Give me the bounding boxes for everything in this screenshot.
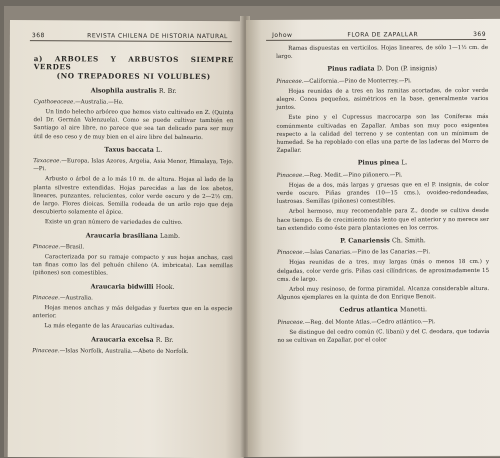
origin-text: .—Reg. del Monte Atlas.—Cedro atlántico.—Pi. bbox=[302, 318, 436, 326]
species-heading bbox=[277, 159, 489, 168]
description-paragraph: Ramas dispuestas en verticilos. Hojas lineares, de sólo 1—1½ cm. de largo. bbox=[276, 44, 489, 61]
book-spread bbox=[4, 6, 500, 457]
journal-title: REVISTA CHILENA DE HISTORIA NATURAL bbox=[87, 31, 228, 40]
family-name: Pinaceae bbox=[276, 78, 302, 85]
species-author: L. bbox=[401, 159, 408, 167]
species-author: D. Don (P. insignis) bbox=[376, 65, 438, 73]
species-name: Araucaria excelsa bbox=[91, 336, 154, 344]
species-name: P. Canariensis bbox=[340, 237, 390, 245]
right-page-text bbox=[246, 44, 500, 345]
description-paragraph: Arbol muy resinoso, de forma piramidal. Alcanza considerable altura. Algunos ejemplares en la quinta de don Enrique Benoit. bbox=[277, 286, 490, 302]
species-heading bbox=[34, 87, 234, 96]
family-name: Cyathoeaceae bbox=[33, 98, 74, 106]
family-name: Pinaceae bbox=[277, 319, 303, 326]
origin-text: .—California.—Pino de Monterrey.—Pi. bbox=[301, 77, 412, 85]
species-author: Ch. Smith. bbox=[391, 237, 426, 245]
right-page bbox=[246, 19, 500, 457]
origin-text: .—Reg. Medit.—Pino piñonero.—Pi. bbox=[302, 171, 403, 179]
header-rule-right bbox=[266, 39, 486, 41]
family-line bbox=[277, 171, 489, 180]
description-paragraph: Hojas reunidas de a tres en las ramitas acortadas, de color verde alegre. Conos pequeños, asimétricos en la base, generalmente varios juntos. bbox=[276, 87, 489, 112]
family-line bbox=[277, 318, 489, 327]
family-name: Pinaceae bbox=[32, 294, 59, 302]
species-name: Araucaria brasiliana bbox=[85, 232, 158, 240]
description-paragraph: Hojas menos anchas y más delgadas y fuertes que en la especie anterior. bbox=[32, 305, 233, 320]
origin-text: .—Brasil. bbox=[58, 244, 85, 251]
family-name: Pinaceae bbox=[32, 348, 58, 355]
species-author: R. Br. bbox=[158, 87, 177, 95]
species-author: Hook. bbox=[155, 283, 175, 291]
family-name: Pinaceae bbox=[276, 172, 303, 179]
species-author: R. Br. bbox=[155, 336, 174, 344]
species-name: Taxus baccata bbox=[104, 146, 154, 154]
species-name: Pinus pinea bbox=[357, 159, 400, 167]
description-paragraph: Caracterizada por su ramaje compacto y sus hojas anchas, casi tan finas como las del pehuén chileno (A. imbricata). Las semillas (piñones) son comestibles. bbox=[32, 254, 233, 277]
family-line bbox=[33, 157, 233, 174]
origin-text: .—Australia. bbox=[58, 295, 93, 302]
running-title: FLORA DE ZAPALLAR bbox=[347, 30, 419, 39]
running-author: Johow bbox=[272, 31, 293, 39]
family-line bbox=[276, 77, 488, 86]
description-paragraph: Hojas de a dos, más largas y gruesas que en el P. insignis, de color verde oscuro. Piñas grandes (10—15 cms.), ovoideo-redondeadas, lustrosas. Semillas (piñones) comestibles. bbox=[276, 181, 489, 206]
origin-text: .—Australia.—He. bbox=[73, 99, 124, 106]
family-line bbox=[32, 347, 232, 356]
origin-text: .—Islas Norfolk, Australia.—Abeto de Norfolk. bbox=[57, 348, 189, 355]
species-author: Lamb. bbox=[159, 232, 180, 240]
description-paragraph: Este pino y el Cupressus macrocarpa son las Coníferas más comúnmente cultivadas en Zapallar. Ambas son muy poco exigentes respecto a la calidad del terreno y se contentan con un mínimum de humedad. Se ha repoblado con ellas una parte de las laderas del Morro de Zapallar. bbox=[276, 114, 489, 155]
section-subtitle: (NO TREPADORES NI VOLUBLES) bbox=[56, 71, 211, 82]
page-number-left: 368 bbox=[31, 31, 45, 39]
species-name: Pinus radiata bbox=[327, 65, 375, 74]
left-page-text bbox=[8, 55, 246, 356]
species-heading bbox=[33, 283, 233, 292]
origin-text: .—Islas Canarias.—Pino de las Canarias.—Pi. bbox=[302, 249, 431, 257]
species-name: Araucaria bidwilli bbox=[90, 283, 154, 291]
species-heading bbox=[277, 306, 489, 315]
description-paragraph: Se distingue del cedro común (C. libani) y del C. deodara, que todavía no se cultivan en Zapallar, por el color bbox=[277, 328, 490, 344]
family-name: Taxaceae bbox=[33, 158, 60, 165]
page-number-right: 369 bbox=[473, 30, 487, 38]
species-heading bbox=[276, 65, 488, 74]
description-paragraph: Hojas reunidas de a tres, muy largas (más o menos 18 cm.) y delgadas, color verde gris. Piñas casi cilíndricas, de aproximadamente 15 cms. de largo. bbox=[277, 259, 490, 283]
species-author: L. bbox=[156, 146, 163, 154]
family-line bbox=[33, 243, 233, 252]
header-rule-left bbox=[30, 40, 232, 42]
description-paragraph: Un lindo helecho arbóreo que hemos visto cultivado en Z. (Quinta del Dr. Germán Valenzuela). Como se puede cultivar también en Santiago al aire libre, no parece que sea tan delicado para ser muy útil de eso ceso y de muy bien en el aire libre del balneario. bbox=[33, 109, 234, 141]
species-heading bbox=[32, 336, 232, 345]
species-author: Manetti. bbox=[399, 306, 428, 314]
family-name: Pinaceae bbox=[32, 243, 59, 251]
left-page bbox=[8, 20, 246, 458]
family-line bbox=[34, 98, 234, 107]
family-line bbox=[277, 248, 489, 257]
species-heading bbox=[277, 237, 489, 246]
description-paragraph: Arbusto o árbol de a lo más 10 m. de altura. Hojas al lado de la planta silvestre extendidas. Hojas parecidas a las de los abetos, lineares, punzantes, relucientes, color verde oscuro y de 2—2½ cm. de largo. Flores dioicas. Semilla rodeada de un arilo rojo que deja descubierto solamente el ápice. bbox=[32, 176, 234, 216]
family-name: Pinaceae bbox=[277, 250, 303, 257]
species-heading bbox=[33, 146, 233, 155]
species-heading bbox=[33, 232, 233, 241]
description-paragraph: Arbol hermoso, muy recomendable para Z., donde se cultiva desde hace tiempo. Es de crecimiento más lento que el anterior y no merece ser tan extendido como éste para plantaciones en los cerros. bbox=[276, 208, 489, 232]
species-name: Cedrus atlantica bbox=[339, 306, 398, 315]
description-paragraph: La más elegante de las Araucarias cultivadas. bbox=[44, 323, 175, 331]
origin-text: .—Europa, Islas Azores, Argelia, Asia Menor, Himalaya, Tejo.—Pi. bbox=[33, 158, 234, 173]
description-paragraph: Existe un gran número de variedades de cultivo. bbox=[44, 219, 183, 227]
section-title: a) ARBOLES Y ARBUSTOS SIEMPRE VERDES bbox=[33, 54, 234, 72]
family-line bbox=[33, 294, 233, 303]
species-name: Alsophila australis bbox=[90, 87, 157, 95]
